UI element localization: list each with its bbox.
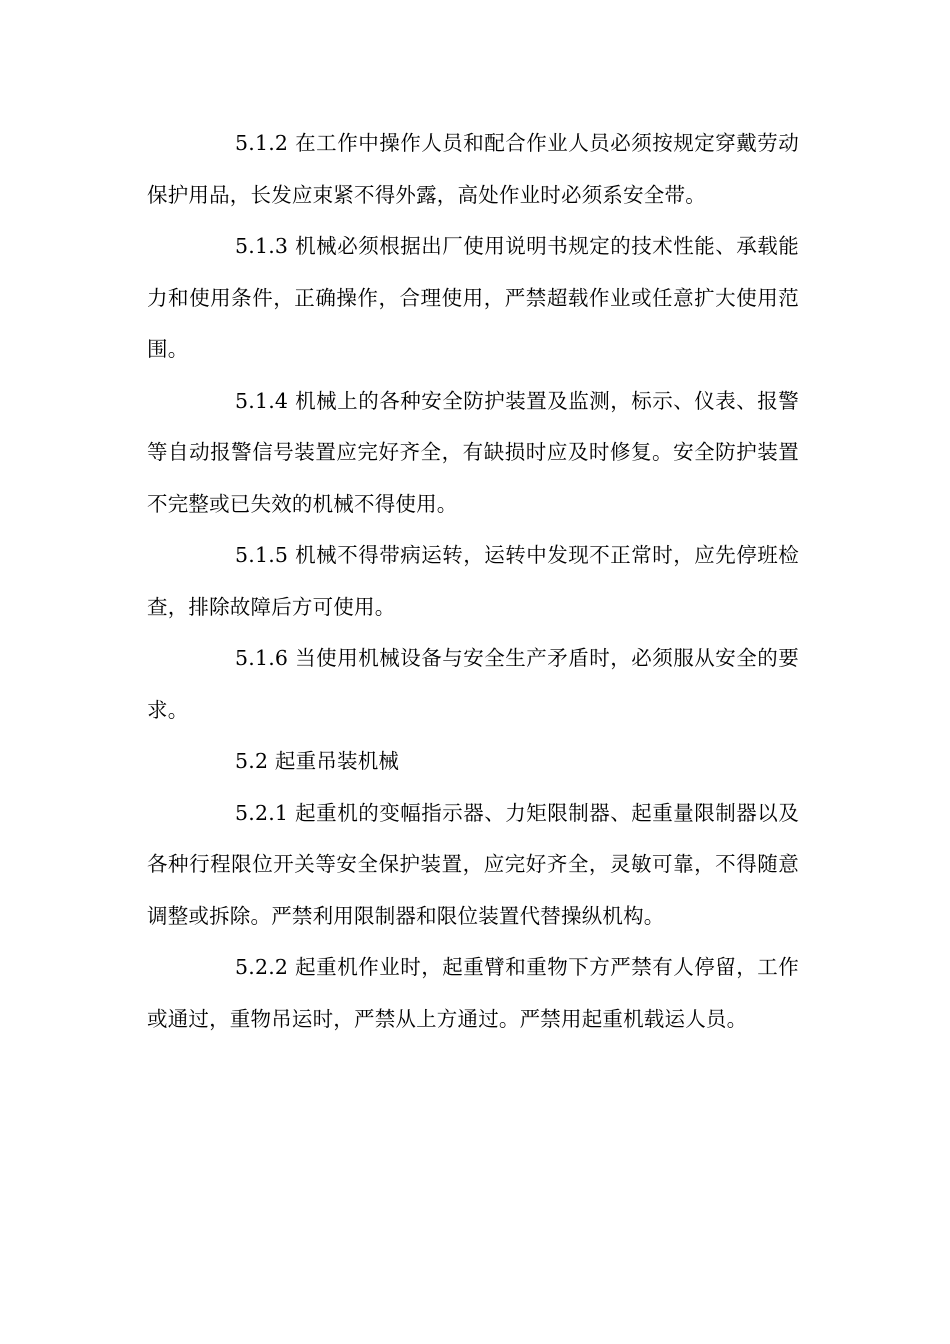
paragraph-5-1-2: 5.1.2 在工作中操作人员和配合作业人员必须按规定穿戴劳动保护用品，长发应束紧不得外露，高处作业时必须系安全带。 xyxy=(147,131,799,207)
paragraph-5-1-3: 5.1.3 机械必须根据出厂使用说明书规定的技术性能、承载能力和使用条件，正确操作，合理使用，严禁超载作业或任意扩大使用范围。 xyxy=(147,234,799,361)
section-heading-5-2: 5.2 起重吊装机械 xyxy=(235,749,400,773)
paragraph-5-1-4: 5.1.4 机械上的各种安全防护装置及监测，标示、仪表、报警等自动报警信号装置应完好齐全，有缺损时应及时修复。安全防护装置不完整或已失效的机械不得使用。 xyxy=(147,388,799,516)
paragraph-5-1-6: 5.1.6 当使用机械设备与安全生产矛盾时，必须服从安全的要求。 xyxy=(147,646,799,722)
document-body xyxy=(147,118,799,1045)
paragraph-5-2-1: 5.2.1 起重机的变幅指示器、力矩限制器、起重量限制器以及各种行程限位开关等安全保护装置，应完好齐全，灵敏可靠，不得随意调整或拆除。严禁利用限制器和限位装置代替操纵机构。 xyxy=(147,800,799,928)
paragraph-5-1-5: 5.1.5 机械不得带病运转，运转中发现不正常时，应先停班检查，排除故障后方可使用。 xyxy=(147,543,799,619)
paragraph-5-2-2: 5.2.2 起重机作业时，起重臂和重物下方严禁有人停留，工作或通过，重物吊运时，严禁从上方通过。严禁用起重机载运人员。 xyxy=(147,955,799,1031)
